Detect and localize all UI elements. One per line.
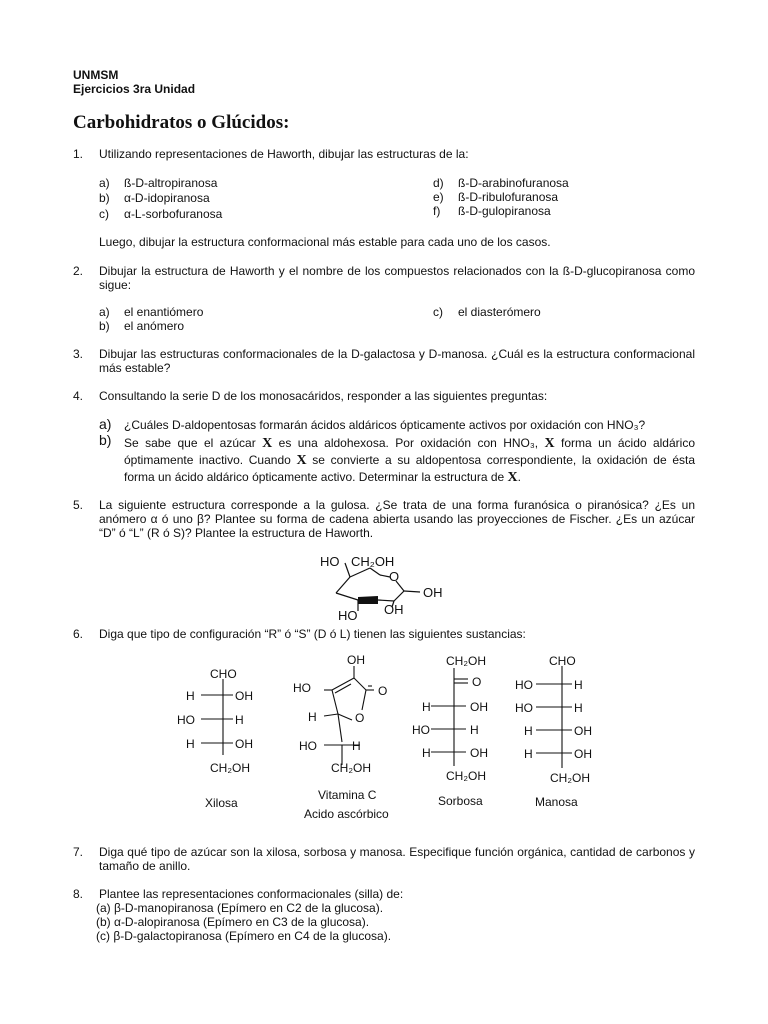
- carbonyl-oxygen-label: O: [472, 675, 482, 689]
- q1-item-label: f): [433, 204, 441, 218]
- q4a-label: a): [99, 416, 112, 432]
- sorbosa-fischer: [408, 650, 508, 815]
- q3-text: Dibujar las estructuras conformacionales de la D-galactosa y D-manosa. ¿Cuál es la estructura conformacional más estable?: [99, 347, 695, 375]
- cho-label: CHO: [210, 667, 237, 681]
- substituent-left: H: [186, 737, 195, 751]
- q4b-label: b): [99, 432, 112, 448]
- vitamin-c-name: Vitamina C: [318, 788, 377, 802]
- ch2oh-label: CH₂OH: [351, 554, 395, 569]
- q2-item-label: a): [99, 305, 110, 319]
- substituent-right: OH: [470, 700, 488, 714]
- substituent-left: HO: [515, 701, 533, 715]
- q7-number: 7.: [73, 845, 84, 859]
- q1-number: 1.: [73, 147, 84, 161]
- ho-label: HO: [338, 608, 358, 623]
- q2-item: el enantiómero: [124, 305, 204, 319]
- ch2oh-label: CH₂OH: [331, 761, 371, 775]
- substituent-right: OH: [574, 724, 592, 738]
- q1-item-label: c): [99, 207, 109, 221]
- q1-item: ß-D-arabinofuranosa: [458, 176, 569, 190]
- q2-text: Dibujar la estructura de Haworth y el nombre de los compuestos relacionados con la ß-D-glucopiranosa como sigue:: [99, 264, 695, 292]
- q1-after-text: Luego, dibujar la estructura conformacional más estable para cada uno de los casos.: [99, 235, 551, 249]
- q4-text: Consultando la serie D de los monosacáridos, responder a las siguientes preguntas:: [99, 389, 548, 403]
- sugar-x: X: [262, 436, 273, 451]
- q1-item-label: e): [433, 190, 444, 204]
- sugar-x: X: [296, 453, 307, 468]
- ch2oh-label: CH₂OH: [446, 654, 486, 668]
- substituent-left: H: [186, 689, 195, 703]
- sugar-x: X: [507, 470, 518, 485]
- q2-item-label: b): [99, 319, 110, 333]
- oh-label: OH: [423, 585, 443, 600]
- q7-text: Diga qué tipo de azúcar son la xilosa, sorbosa y manosa. Especifique función orgánica, cantidad de carbonos y tamaño de anillo.: [99, 845, 695, 873]
- ho-label: HO: [299, 739, 317, 753]
- substituent-right: H: [574, 701, 583, 715]
- substituent-right: OH: [470, 746, 488, 760]
- ascorbic-acid-name: Acido ascórbico: [304, 807, 389, 821]
- q1-item: α-L-sorbofuranosa: [124, 207, 223, 221]
- substituent-right: OH: [574, 747, 592, 761]
- page-title: Carbohidratos o Glúcidos:: [73, 112, 290, 133]
- substituent-right: OH: [235, 737, 253, 751]
- ch2oh-label: CH₂OH: [550, 771, 590, 785]
- q8-item: (c) β-D-galactopiranosa (Epímero en C4 de la glucosa).: [96, 929, 392, 943]
- ch2oh-label: CH₂OH: [210, 761, 250, 775]
- manosa-fischer: [510, 650, 610, 815]
- substituent-left: H: [422, 700, 431, 714]
- oh-label: OH: [384, 602, 404, 617]
- q1-item: ß-D-ribulofuranosa: [458, 190, 559, 204]
- cho-label: CHO: [549, 654, 576, 668]
- substituent-right: OH: [235, 689, 253, 703]
- ch2oh-label: CH₂OH: [446, 769, 486, 783]
- manosa-name: Manosa: [535, 795, 578, 809]
- q1-item-label: d): [433, 176, 444, 190]
- q8-text: Plantee las representaciones conformacionales (silla) de:: [99, 887, 404, 901]
- substituent-left: H: [524, 747, 533, 761]
- q4a-text: ¿Cuáles D-aldopentosas formarán ácidos aldáricos ópticamente activos por oxidación con HNO₃?: [124, 418, 646, 432]
- ho-label: HO: [293, 681, 311, 695]
- q1-item-label: b): [99, 191, 110, 205]
- substituent-left: HO: [177, 713, 195, 727]
- substituent-right: H: [235, 713, 244, 727]
- q1-item: ß-D-gulopiranosa: [458, 204, 551, 218]
- sorbosa-name: Sorbosa: [438, 794, 483, 808]
- q2-item: el anómero: [124, 319, 185, 333]
- q5-text: La siguiente estructura corresponde a la gulosa. ¿Se trata de una forma furanósica o piranósica? ¿Es un anómero α ó uno β? Plantee su forma de cadena abierta usando las proyecciones de Fischer. ¿Es un azúcar “D” ó “L” (R ó S)? Plantee la estructura de Haworth.: [99, 498, 695, 540]
- h-label: H: [308, 710, 317, 724]
- oh-label: OH: [347, 653, 365, 667]
- course-subtitle: Ejercicios 3ra Unidad: [73, 82, 196, 96]
- institution-name: UNMSM: [73, 68, 119, 82]
- q2-number: 2.: [73, 264, 84, 278]
- carbonyl-oxygen-label: O: [378, 684, 388, 698]
- ring-oxygen-label: O: [355, 711, 365, 725]
- q1-item: ß-D-altropiranosa: [124, 176, 218, 190]
- q8-item: (a) β-D-manopiranosa (Epímero en C2 de la glucosa).: [96, 901, 384, 915]
- q5-number: 5.: [73, 498, 84, 512]
- substituent-left: HO: [515, 678, 533, 692]
- substituent-right: H: [470, 723, 479, 737]
- q1-item-label: a): [99, 176, 110, 190]
- q2-item-label: c): [433, 305, 443, 319]
- h-label: H: [352, 739, 361, 753]
- xilosa-fischer: [170, 662, 270, 812]
- q4b-text: Se sabe que el azúcar X es una aldohexosa. Por oxidación con HNO₃, X forma un ácido aldárico óptimamente inactivo. Cuando X se convierte a su aldopentosa correspondiente, la oxidación de ésta forma un ácido aldárico ópticamente activo. Determinar la estructura de X.: [124, 436, 695, 485]
- q1-text: Utilizando representaciones de Haworth, dibujar las estructuras de la:: [99, 147, 469, 161]
- q6-text: Diga que tipo de configuración “R” ó “S” (D ó L) tienen las siguientes sustancias:: [99, 627, 526, 641]
- ho-label: HO: [320, 554, 340, 569]
- gulose-chair-structure: [300, 548, 470, 626]
- q4-number: 4.: [73, 389, 84, 403]
- q8-item: (b) α-D-alopiranosa (Epímero en C3 de la glucosa).: [96, 915, 370, 929]
- q6-number: 6.: [73, 627, 84, 641]
- q8-number: 8.: [73, 887, 84, 901]
- substituent-left: HO: [412, 723, 430, 737]
- vitamin-c-structure: [288, 650, 408, 825]
- xilosa-name: Xilosa: [205, 796, 238, 810]
- q2-item: el diasterómero: [458, 305, 541, 319]
- substituent-right: H: [574, 678, 583, 692]
- sugar-x: X: [544, 436, 555, 451]
- q1-item: α-D-idopiranosa: [124, 191, 210, 205]
- q3-number: 3.: [73, 347, 84, 361]
- substituent-left: H: [524, 724, 533, 738]
- substituent-left: H: [422, 746, 431, 760]
- ring-oxygen-label: O: [389, 569, 400, 584]
